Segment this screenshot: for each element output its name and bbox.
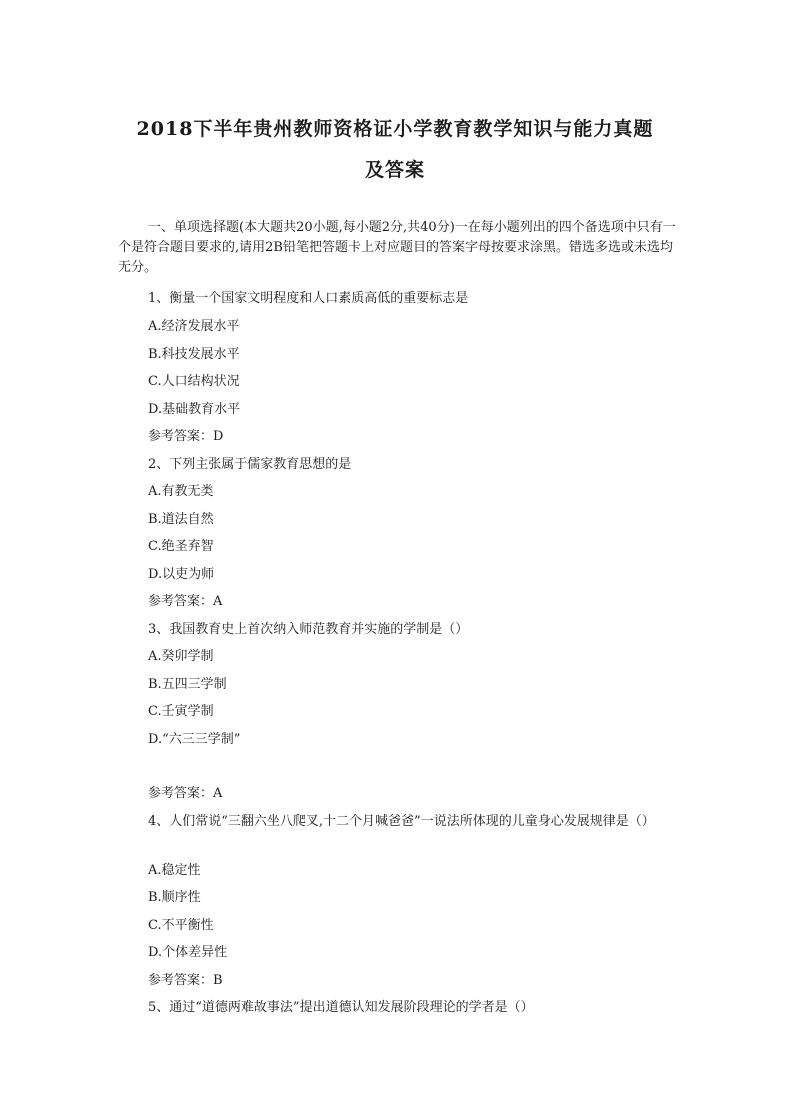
question-2-option-a: A.有教无类 bbox=[148, 484, 214, 499]
question-4-option-a: A.稳定性 bbox=[148, 863, 201, 878]
question-3-option-b: B.五四三学制 bbox=[148, 677, 227, 692]
question-1-stem: 1、衡量一个国家文明程度和人口素质高低的重要标志是 bbox=[148, 291, 469, 306]
document-title-line2: 及答案 bbox=[364, 159, 425, 181]
question-3-answer: 参考答案：A bbox=[148, 786, 223, 801]
question-2-stem: 2、下列主张属于儒家教育思想的是 bbox=[148, 457, 352, 472]
question-1-option-c: C.人口结构状况 bbox=[148, 374, 240, 389]
question-2-option-b: B.道法自然 bbox=[148, 512, 214, 527]
document-title-line1: 2018下半年贵州教师资格证小学教育教学知识与能力真题 bbox=[136, 118, 654, 140]
question-3-stem: 3、我国教育史上首次纳入师范教育并实施的学制是（） bbox=[148, 622, 469, 637]
question-4-option-c: C.不平衡性 bbox=[148, 918, 214, 933]
question-4-stem: 4、人们常说“三翻六坐八爬叉,十二个月喊爸爸”一说法所体现的儿童身心发展规律是（） bbox=[148, 814, 655, 829]
question-1-option-a: A.经济发展水平 bbox=[148, 319, 240, 334]
question-1-answer: 参考答案：D bbox=[148, 429, 224, 444]
question-5-stem: 5、通过“道德两难故事法”提出道德认知发展阶段理论的学者是（） bbox=[148, 1000, 534, 1015]
question-4-option-d: D.个体差异性 bbox=[148, 945, 228, 960]
question-3-option-c: C.壬寅学制 bbox=[148, 704, 214, 719]
question-2-option-c: C.绝圣弃智 bbox=[148, 539, 214, 554]
question-1-option-b: B.科技发展水平 bbox=[148, 347, 240, 362]
question-3-option-a: A.癸卯学制 bbox=[148, 649, 214, 664]
question-2-option-d: D.以吏为师 bbox=[148, 567, 215, 582]
question-2-answer: 参考答案：A bbox=[148, 594, 223, 609]
question-4-option-b: B.顺序性 bbox=[148, 890, 201, 905]
question-4-answer: 参考答案：B bbox=[148, 973, 223, 988]
question-1-option-d: D.基础教育水平 bbox=[148, 402, 241, 417]
question-3-option-d: D.“六三三学制” bbox=[148, 732, 241, 747]
section-intro: 一、单项选择题(本大题共20小题,每小题2分,共40分)一在每小题列出的四个备选项中只有一个是符合题目要求的,请用2B铅笔把答题卡上对应题目的答案字母按要求涂黑。错选多选或未选均无分。 bbox=[118, 220, 676, 275]
